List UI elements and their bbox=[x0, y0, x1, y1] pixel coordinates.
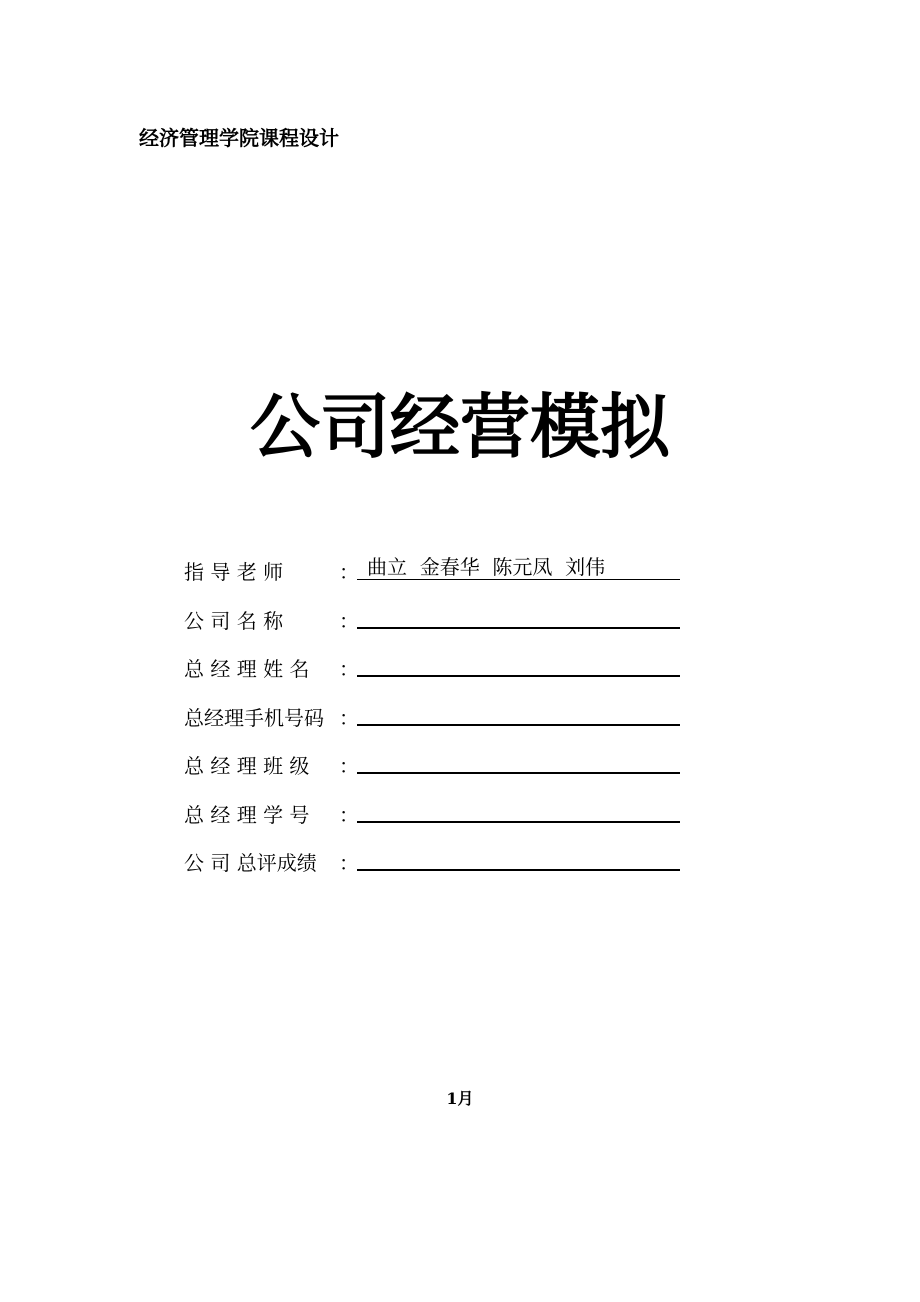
manager-name-field[interactable] bbox=[357, 651, 680, 677]
manager-student-id-label: 总 经 理 学 号 bbox=[184, 802, 310, 827]
company-name-colon: ： bbox=[339, 608, 359, 633]
company-grade-label: 公 司 总评成绩 bbox=[184, 851, 317, 875]
manager-student-id-field[interactable] bbox=[357, 797, 680, 823]
manager-phone-colon: ： bbox=[339, 705, 359, 730]
manager-phone-label: 总经理手机号码 bbox=[184, 705, 324, 730]
form-row-manager-name bbox=[184, 647, 684, 696]
manager-class-label: 总 经 理 班 级 bbox=[184, 754, 310, 778]
document-title: 公司经营模拟 bbox=[250, 386, 670, 468]
advisor-colon: ： bbox=[339, 560, 359, 584]
manager-class-field[interactable] bbox=[357, 748, 680, 774]
form-row-manager-phone bbox=[184, 696, 684, 745]
form-row-advisor bbox=[184, 550, 684, 599]
company-name-field[interactable] bbox=[357, 603, 680, 629]
cover-info-form bbox=[184, 550, 684, 890]
manager-phone-field[interactable] bbox=[357, 700, 680, 726]
manager-student-id-colon: ： bbox=[339, 802, 359, 827]
advisor-label: 指 导 老 师 bbox=[184, 560, 284, 584]
advisor-field[interactable]: 曲立 金春华 陈元凤 刘伟 bbox=[357, 554, 680, 580]
manager-name-colon: ： bbox=[339, 657, 359, 681]
form-row-company-name bbox=[184, 599, 684, 648]
company-grade-colon: ： bbox=[339, 851, 359, 875]
company-grade-field[interactable] bbox=[357, 845, 680, 871]
manager-class-colon: ： bbox=[339, 754, 359, 778]
company-name-label: 公 司 名 称 bbox=[184, 608, 284, 633]
form-row-company-grade bbox=[184, 841, 684, 890]
date-footer: 1月 bbox=[446, 1089, 474, 1108]
form-row-manager-class bbox=[184, 744, 684, 793]
manager-name-label: 总 经 理 姓 名 bbox=[184, 657, 310, 681]
course-design-header: 经济管理学院课程设计 bbox=[139, 126, 339, 150]
form-row-manager-student-id bbox=[184, 793, 684, 842]
